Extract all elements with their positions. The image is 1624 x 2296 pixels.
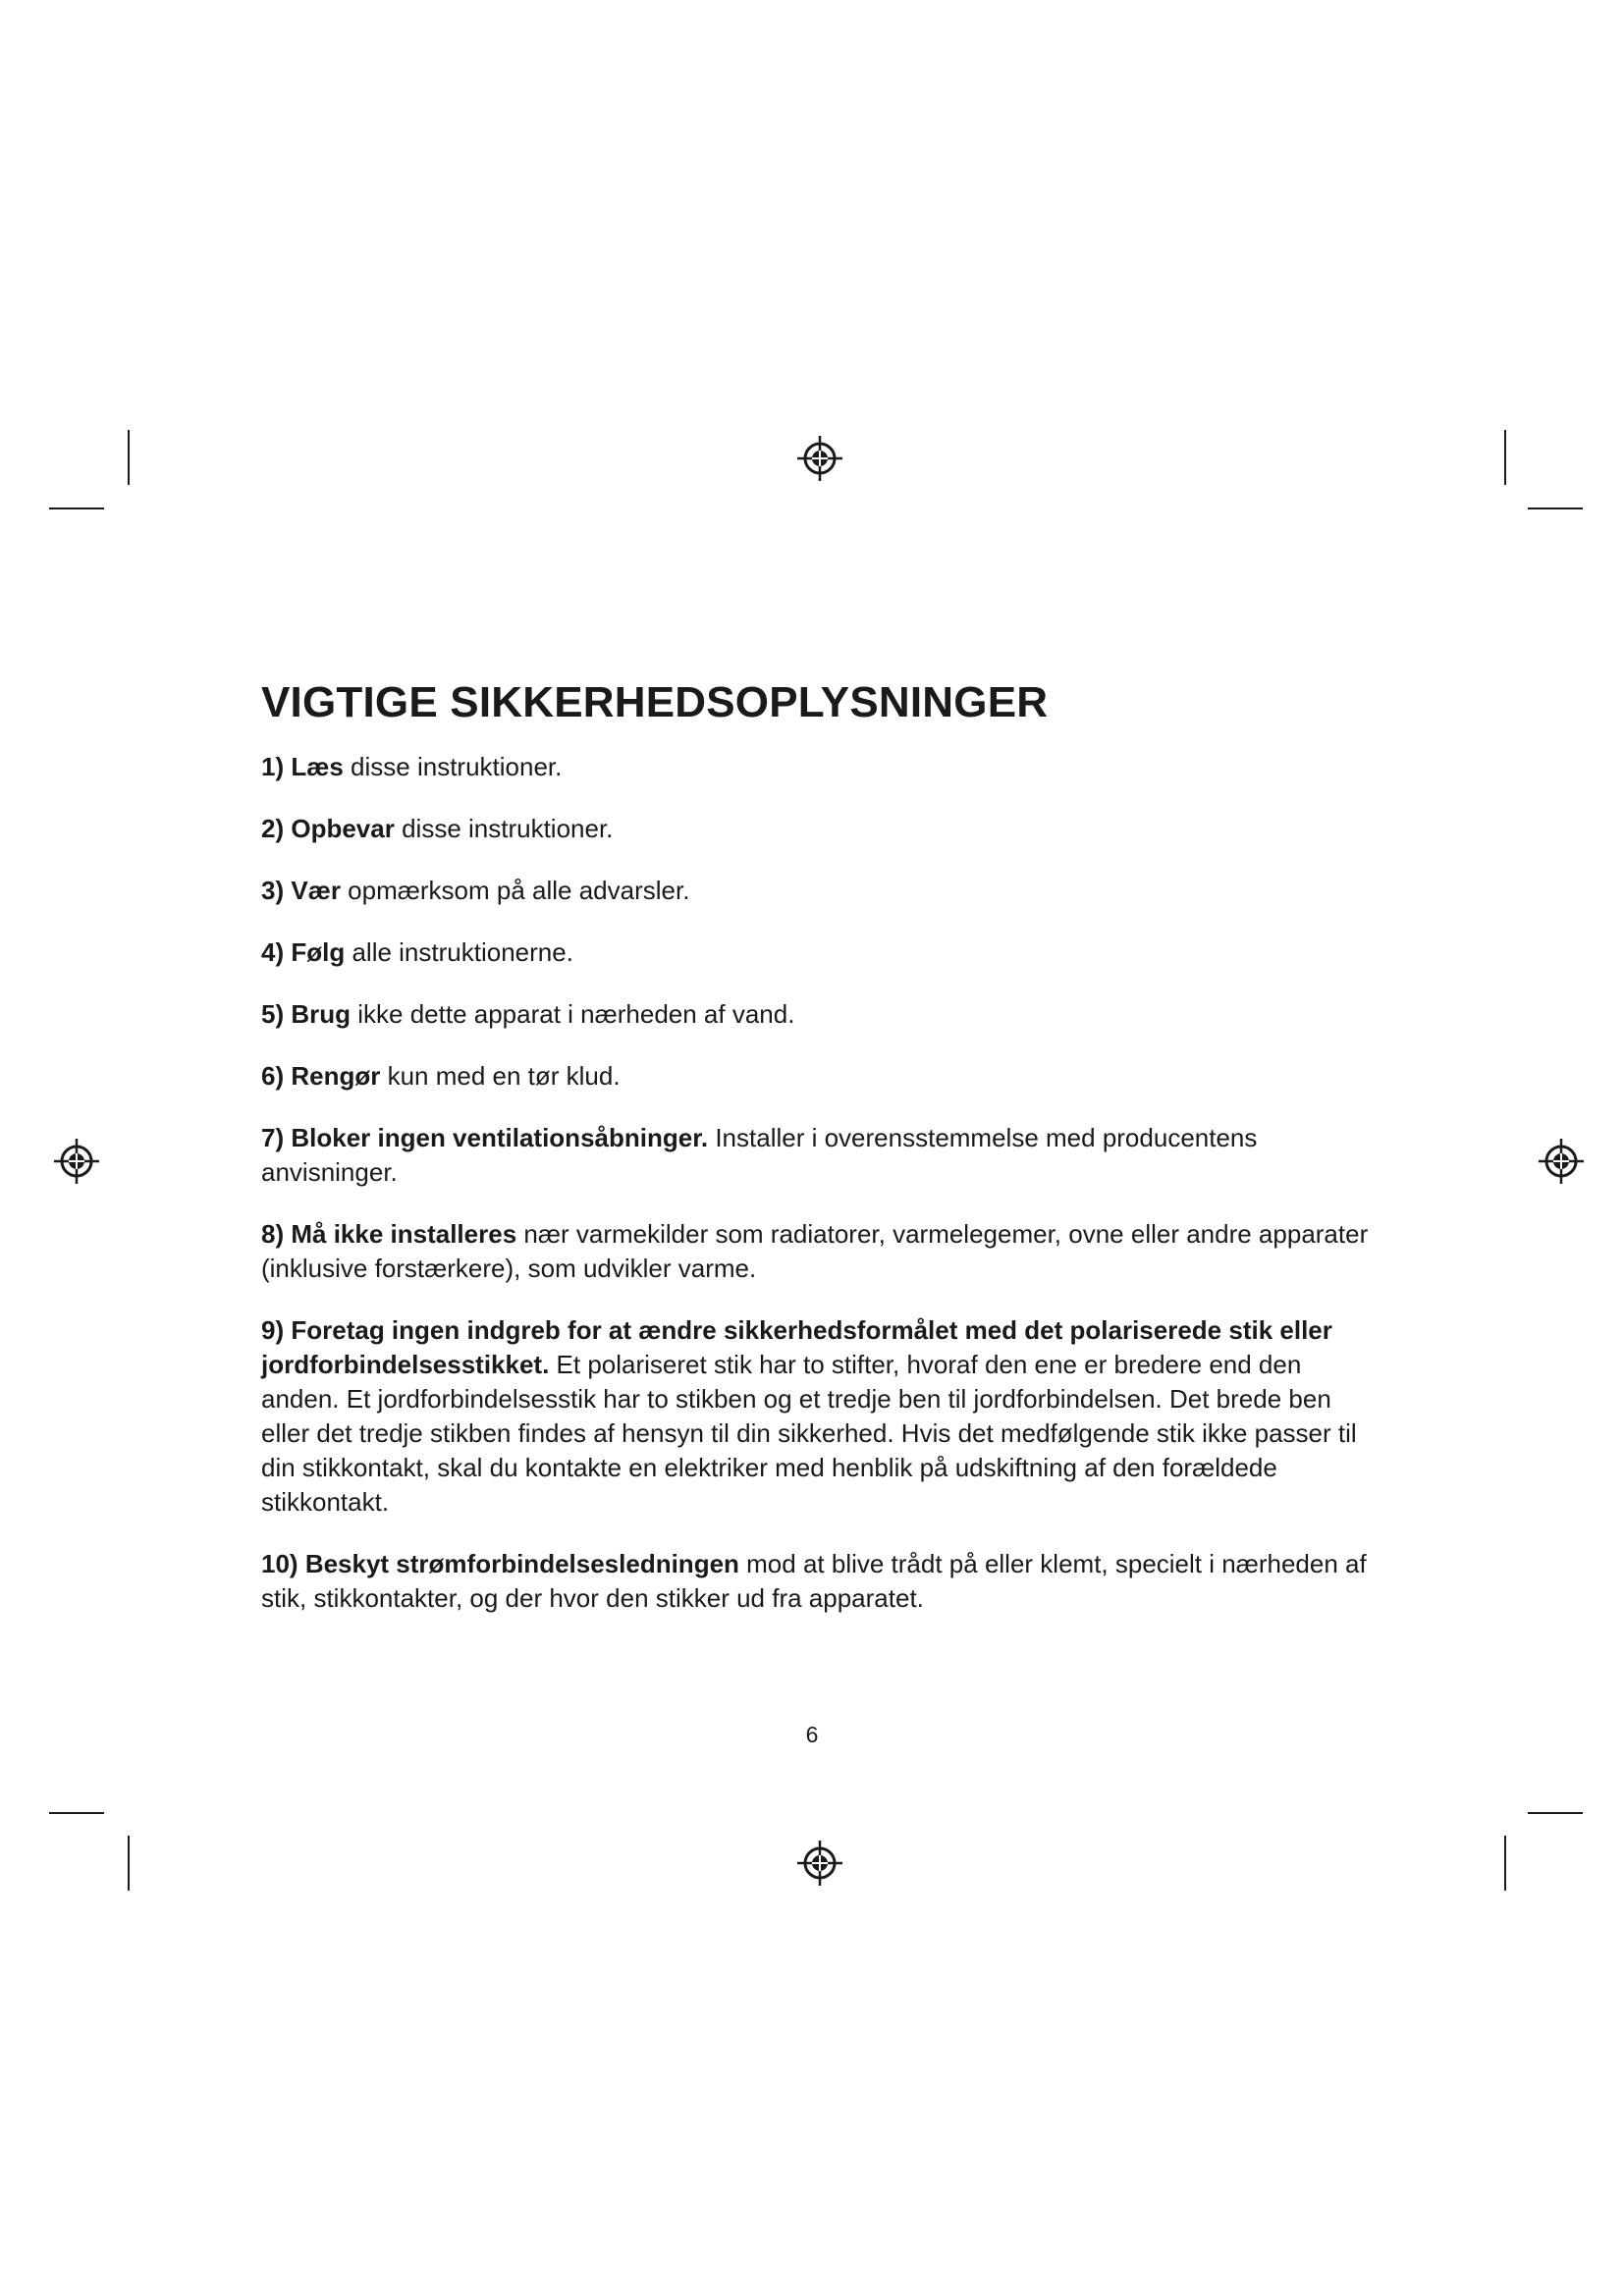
safety-instructions-section [261,675,1371,1643]
instruction-keyword: Foretag ingen indgreb for at ændre sikkerhedsformålet med det polariserede stik eller jordforbindelsesstikket. [261,1315,1332,1379]
instruction-item [261,935,1371,970]
instruction-text: disse instruktioner. [394,814,614,843]
instruction-number: 6) [261,1061,285,1091]
instruction-keyword: Rengør [291,1061,381,1091]
crop-mark-bottom-left-vertical [128,1836,130,1891]
instruction-item [261,1547,1371,1616]
instruction-keyword: Bloker ingen ventilationsåbninger. [291,1123,709,1152]
instruction-number: 8) [261,1219,285,1249]
instruction-number: 1) [261,752,285,781]
instruction-text: nær varmekilder som radiatorer, varmelegemer, ovne eller andre apparater (inklusive forstærkere), som udvikler varme. [261,1219,1369,1283]
instruction-text: disse instruktioner. [343,752,563,781]
instruction-text: alle instruktionerne. [345,937,573,967]
crop-mark-top-left-horizontal [49,507,104,509]
instruction-keyword: Opbevar [291,814,395,843]
crosshair-registration-icon [52,1137,101,1186]
instruction-number: 2) [261,814,285,843]
instruction-number: 3) [261,876,285,905]
instruction-keyword: Brug [291,999,352,1029]
instruction-keyword: Vær [291,876,341,905]
crop-mark-bottom-right-vertical [1504,1836,1506,1891]
instruction-text: opmærksom på alle advarsler. [340,876,690,905]
instruction-item [261,997,1371,1032]
crosshair-registration-icon [795,1839,844,1888]
instruction-item [261,750,1371,784]
instruction-text: mod at blive trådt på eller klemt, specielt i nærheden af stik, stikkontakter, og der hvor den stikker ud fra apparatet. [261,1549,1367,1613]
instruction-number: 9) [261,1315,285,1345]
instruction-number: 4) [261,937,285,967]
crop-mark-top-right-horizontal [1528,507,1583,509]
instruction-number: 10) [261,1549,298,1578]
instruction-keyword: Læs [291,752,344,781]
instruction-item [261,874,1371,908]
instruction-item [261,1313,1371,1520]
instruction-text: kun med en tør klud. [380,1061,621,1091]
instruction-keyword: Beskyt strømforbindelsesledningen [304,1549,739,1578]
instruction-text: ikke dette apparat i nærheden af vand. [351,999,795,1029]
instruction-item [261,1217,1371,1286]
instruction-item [261,812,1371,846]
crosshair-registration-icon [1537,1137,1586,1186]
crop-mark-bottom-left-horizontal [49,1812,104,1814]
instruction-number: 5) [261,999,285,1029]
instruction-keyword: Må ikke installeres [291,1219,517,1249]
page-title: VIGTIGE SIKKERHEDSOPLYSNINGER [261,678,1049,726]
instruction-text: Et polariseret stik har to stifter, hvoraf den ene er bredere end den anden. Et jordforbindelsesstik har to stikben og et tredje ben til jordforbindelsen. Det brede ben eller det tredje stikben findes af hensyn til din sikkerhed. Hvis det medfølgende stik ikke passer til din stikkontakt, skal du kontakte en elektriker med henblik på udskiftning af den forældede stikkontakt. [261,1350,1357,1517]
crosshair-registration-icon [795,434,844,483]
crop-mark-bottom-right-horizontal [1528,1812,1583,1814]
instruction-item [261,1059,1371,1094]
crop-mark-top-left-vertical [128,430,130,485]
crop-mark-top-right-vertical [1504,430,1506,485]
page-number: 6 [805,1722,819,1747]
instruction-text: Installer i overensstemmelse med producentens anvisninger. [261,1123,1258,1187]
instruction-keyword: Følg [291,937,346,967]
instruction-item [261,1121,1371,1190]
instruction-number: 7) [261,1123,285,1152]
